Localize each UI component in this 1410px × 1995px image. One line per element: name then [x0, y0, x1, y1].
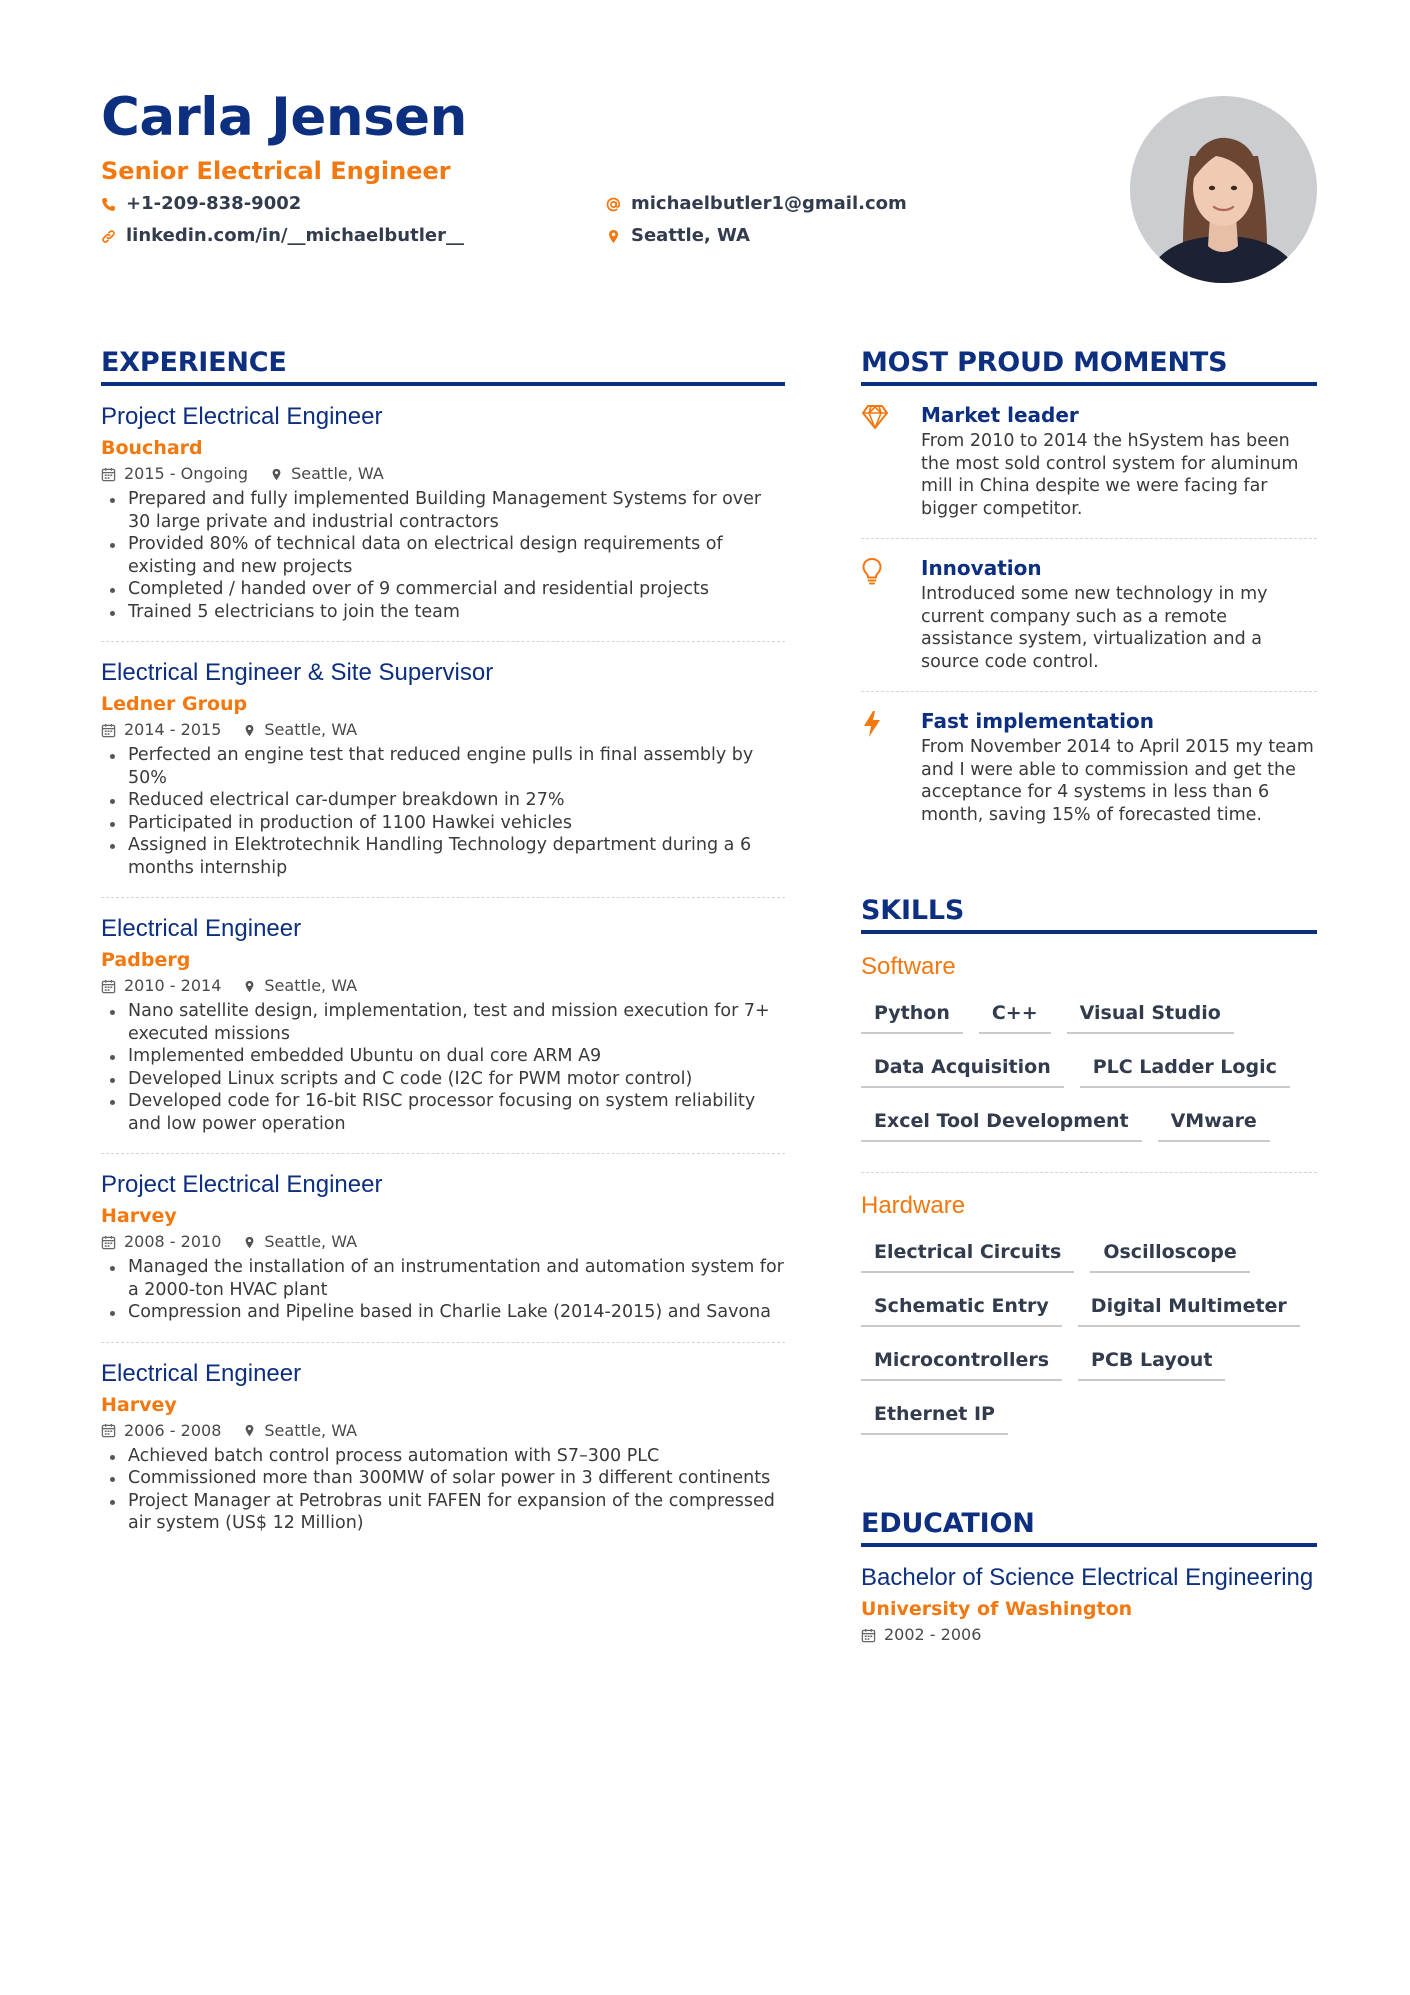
moment-entry	[861, 692, 1317, 844]
skill-category: Software	[861, 953, 956, 980]
job-bullet: Commissioned more than 300MW of solar power in 3 different continents	[101, 1467, 785, 1490]
moment-icon-wrap	[861, 555, 921, 673]
skill-chip: PCB Layout	[1078, 1343, 1225, 1381]
job-location-text: Seattle, WA	[264, 1232, 358, 1251]
moment-list	[861, 386, 1317, 844]
job-title: Electrical Engineer	[101, 915, 302, 942]
skill-chip: Oscilloscope	[1090, 1235, 1249, 1273]
profile-photo	[1130, 96, 1317, 283]
education-entry	[861, 1547, 1317, 1646]
education-dates-text: 2002 - 2006	[884, 1625, 982, 1644]
job-bullet: Managed the installation of an instrumentation and automation system for a 2000-ton HVAC plant	[101, 1256, 785, 1301]
education-heading: EDUCATION	[861, 1507, 1317, 1547]
skill-chip: Excel Tool Development	[861, 1104, 1142, 1142]
education-degree: Bachelor of Science Electrical Engineering	[861, 1564, 1314, 1591]
job-company: Harvey	[101, 1393, 177, 1416]
job-dates	[101, 719, 221, 741]
lightbulb-icon	[861, 557, 883, 585]
moment-icon-wrap	[861, 708, 921, 826]
job-location	[243, 975, 357, 997]
job-bullet: Developed code for 16-bit RISC processor focusing on system reliability and low power operation	[101, 1090, 785, 1135]
job-company: Ledner Group	[101, 693, 248, 715]
moment-entry	[861, 539, 1317, 692]
at-sign-icon	[606, 197, 621, 212]
job-dates	[101, 463, 248, 485]
job-dates-text: 2010 - 2014	[124, 976, 222, 995]
moment-title: Market leader	[921, 403, 1079, 427]
job-bullet: Trained 5 electricians to join the team	[101, 601, 785, 624]
job-bullet: Provided 80% of technical data on electrical design requirements of existing and new projects	[101, 533, 785, 578]
job-bullet: Participated in production of 1100 Hawkei vehicles	[101, 812, 785, 835]
job-entry	[101, 642, 785, 898]
moment-desc: From 2010 to 2014 the hSystem has been the most sold control system for aluminum mill in China despite we were facing far bigger competitor.	[921, 431, 1299, 519]
skill-chip: Data Acquisition	[861, 1050, 1064, 1088]
job-location-text: Seattle, WA	[264, 976, 358, 995]
job-location	[243, 719, 357, 741]
job-title: Electrical Engineer & Site Supervisor	[101, 659, 494, 686]
education-meta	[861, 1624, 1317, 1646]
email-text: michaelbutler1@gmail.com	[631, 193, 907, 214]
education-school: University of Washington	[861, 1598, 1133, 1620]
map-pin-icon	[243, 723, 256, 738]
skill-group	[861, 1173, 1317, 1465]
map-pin-icon	[606, 229, 621, 244]
education-dates	[861, 1624, 981, 1646]
job-dates	[101, 1420, 221, 1442]
calendar-icon	[101, 1423, 116, 1438]
diamond-icon	[861, 404, 889, 430]
skill-chip: PLC Ladder Logic	[1080, 1050, 1290, 1088]
job-list	[101, 386, 785, 1553]
skill-chip: Python	[861, 996, 963, 1034]
job-bullet: Reduced electrical car-dumper breakdown in 27%	[101, 789, 785, 812]
moment-entry	[861, 386, 1317, 539]
candidate-name: Carla Jensen	[101, 87, 467, 148]
moment-body	[921, 402, 1317, 520]
job-title: Electrical Engineer	[101, 1359, 302, 1387]
job-dates	[101, 1231, 221, 1253]
job-bullet: Project Manager at Petrobras unit FAFEN for expansion of the compressed air system (US$ 12 Million)	[101, 1490, 785, 1535]
experience-section	[101, 346, 785, 1553]
skills-section	[861, 934, 1317, 1465]
job-location-text: Seattle, WA	[291, 464, 384, 483]
moment-title: Fast implementation	[921, 709, 1154, 733]
job-dates-text: 2014 - 2015	[124, 720, 222, 739]
job-meta	[101, 719, 785, 741]
link-icon	[101, 229, 116, 244]
skill-chip: Visual Studio	[1067, 996, 1234, 1034]
job-meta	[101, 1231, 785, 1253]
linkedin-text: linkedin.com/in/__michaelbutler__	[126, 225, 464, 246]
job-meta	[101, 1420, 785, 1442]
job-company: Bouchard	[101, 437, 203, 459]
job-bullet: Nano satellite design, implementation, test and mission execution for 7+ executed missions	[101, 1000, 785, 1045]
calendar-icon	[861, 1628, 876, 1643]
skill-category: Hardware	[861, 1192, 966, 1219]
job-entry	[101, 1343, 785, 1553]
map-pin-icon	[270, 467, 283, 482]
job-bullet: Achieved batch control process automation with S7–300 PLC	[101, 1445, 785, 1468]
calendar-icon	[101, 979, 116, 994]
location-contact	[606, 224, 750, 248]
map-pin-icon	[243, 1423, 256, 1438]
moments-heading: MOST PROUD MOMENTS	[861, 346, 1317, 386]
skill-group	[861, 934, 1317, 1173]
calendar-icon	[101, 467, 116, 482]
job-bullet: Compression and Pipeline based in Charlie Lake (2014-2015) and Savona	[101, 1301, 785, 1324]
job-entry	[101, 386, 785, 642]
phone-text: +1-209-838-9002	[126, 193, 302, 214]
candidate-title: Senior Electrical Engineer	[101, 157, 451, 185]
map-pin-icon	[243, 979, 256, 994]
moment-body	[921, 708, 1317, 826]
skill-chip: Schematic Entry	[861, 1289, 1062, 1327]
job-title: Project Electrical Engineer	[101, 403, 383, 430]
right-column	[861, 346, 1317, 1646]
job-location	[243, 1420, 357, 1442]
map-pin-icon	[243, 1235, 256, 1250]
job-dates	[101, 975, 221, 997]
location-text: Seattle, WA	[631, 225, 750, 246]
skill-chip: Digital Multimeter	[1078, 1289, 1300, 1327]
linkedin-contact[interactable]	[101, 224, 464, 248]
job-bullets	[101, 1256, 785, 1324]
skill-chip: Microcontrollers	[861, 1343, 1062, 1381]
moment-title: Innovation	[921, 556, 1042, 580]
job-entry	[101, 1154, 785, 1343]
job-dates-text: 2008 - 2010	[124, 1232, 222, 1251]
job-bullets	[101, 744, 785, 879]
calendar-icon	[101, 723, 116, 738]
contact-info	[101, 192, 1001, 262]
skill-chip: VMware	[1158, 1104, 1270, 1142]
job-meta	[101, 463, 785, 485]
job-location	[270, 463, 384, 485]
job-title: Project Electrical Engineer	[101, 1171, 383, 1198]
job-bullets	[101, 1000, 785, 1135]
skill-chip: Electrical Circuits	[861, 1235, 1074, 1273]
job-dates-text: 2015 - Ongoing	[124, 464, 249, 483]
job-company: Padberg	[101, 949, 191, 971]
job-bullet: Developed Linux scripts and C code (I2C for PWM motor control)	[101, 1068, 785, 1091]
skill-chip: C++	[979, 996, 1051, 1034]
job-entry	[101, 898, 785, 1154]
job-bullet: Completed / handed over of 9 commercial and residential projects	[101, 578, 785, 601]
job-bullet: Assigned in Elektrotechnik Handling Technology department during a 6 months internship	[101, 834, 785, 879]
moment-body	[921, 555, 1317, 673]
job-location-text: Seattle, WA	[264, 720, 358, 739]
skill-chips	[861, 996, 1317, 1158]
job-bullet: Perfected an engine test that reduced engine pulls in final assembly by 50%	[101, 744, 785, 789]
moment-desc: From November 2014 to April 2015 my team and I were able to commission and get the acceptance for 4 systems in less than 6 month, saving 15% of forecasted time.	[921, 737, 1314, 825]
skill-chips	[861, 1235, 1317, 1451]
job-meta	[101, 975, 785, 997]
calendar-icon	[101, 1235, 116, 1250]
job-bullet: Implemented embedded Ubuntu on dual core ARM A9	[101, 1045, 785, 1068]
job-bullet: Prepared and fully implemented Building Management Systems for over 30 large private and industrial contractors	[101, 488, 785, 533]
phone-icon	[101, 197, 116, 212]
moment-icon-wrap	[861, 402, 921, 520]
email-contact[interactable]	[606, 192, 907, 216]
lightning-icon	[861, 710, 883, 738]
job-location	[243, 1231, 357, 1253]
skill-chip: Ethernet IP	[861, 1397, 1008, 1435]
job-location-text: Seattle, WA	[264, 1420, 358, 1440]
job-bullets	[101, 1445, 785, 1535]
job-bullets	[101, 488, 785, 623]
skills-heading: SKILLS	[861, 894, 1317, 934]
moment-desc: Introduced some new technology in my current company such as a remote assistance system, virtualization and a source code control.	[921, 584, 1268, 672]
job-dates-text: 2006 - 2008	[124, 1420, 222, 1440]
phone-contact[interactable]	[101, 192, 301, 216]
job-company: Harvey	[101, 1205, 177, 1227]
experience-heading: EXPERIENCE	[101, 346, 785, 386]
